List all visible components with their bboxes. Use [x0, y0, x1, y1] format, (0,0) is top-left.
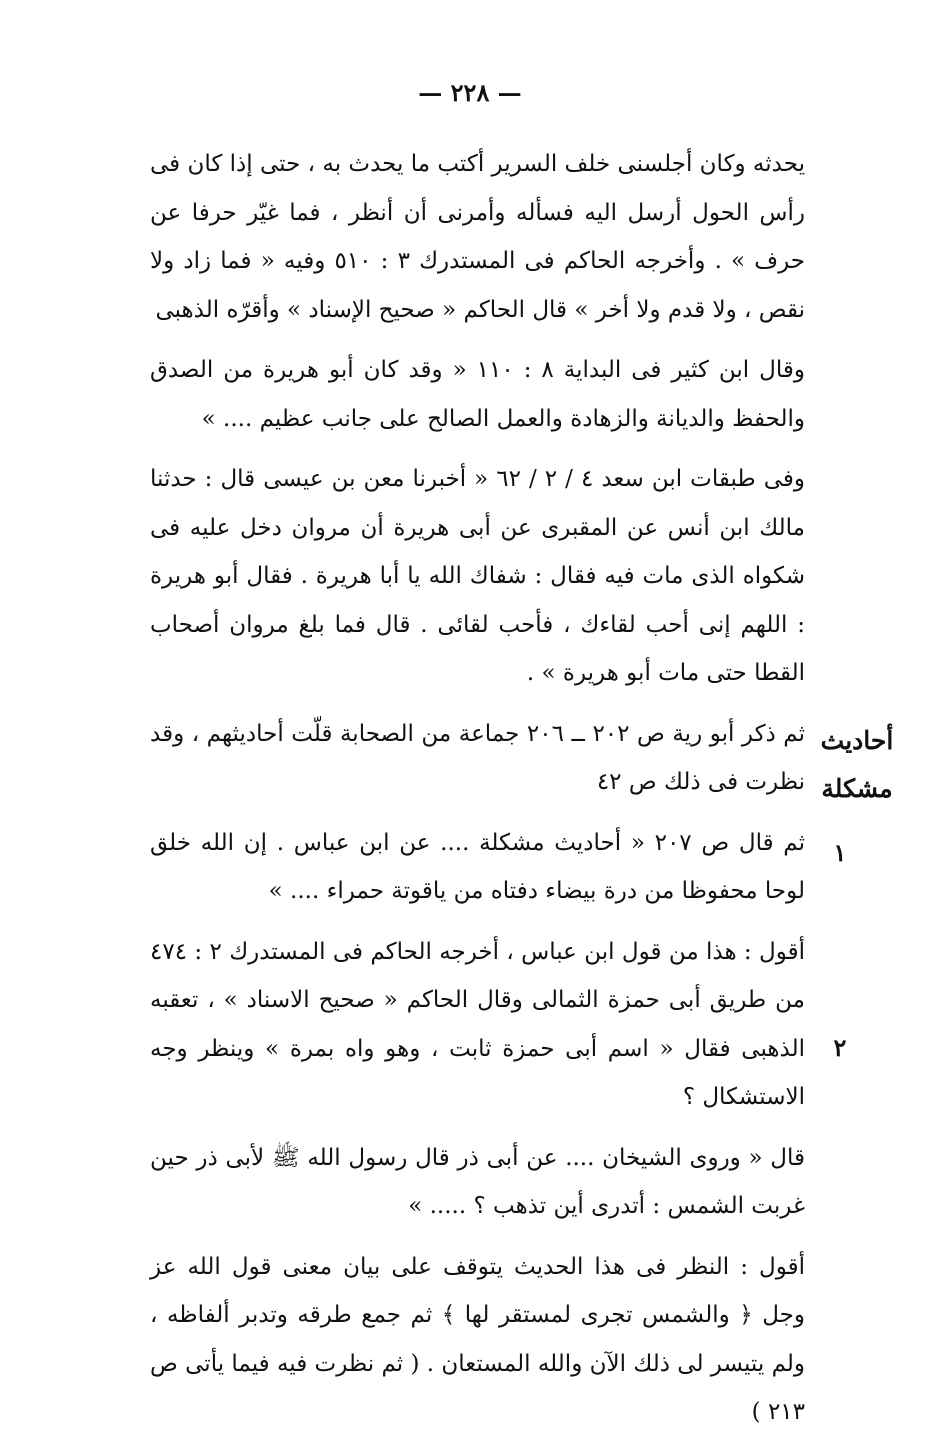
paragraph-hakim-reference: يحدثه وكان أجلسنى خلف السرير أكتب ما يحدث به ، حتى إذا كان فى رأس الحول أرسل اليه فسأله وأمرنى أن أنظر ، فما غيّر حرفا عن حرف » . وأخرجه الحاكم فى المستدرك ٣ : ٥١٠ وفيه « فما زاد ولا نقص ، ولا قدم ولا أخر » قال الحاكم « صحيح الإسناد » وأقرّه الذهبى [150, 151, 806, 323]
paragraph-reply-2: أقول : النظر فى هذا الحديث يتوقف على بيان معنى قول الله عز وجل ﴿ والشمس تجرى لمستقر لها ﴾ ثم جمع طرقه وتدبر ألفاظه ، ولم يتيسر لى ذلك الآن والله المستعان . ( ثم نظرت فيه فيما يأتى ص ٢١٣ ) [150, 1253, 805, 1425]
main-text [150, 140, 805, 1449]
margin-number-1: ١ [833, 838, 847, 867]
paragraph-ibn-kathir: وقال ابن كثير فى البداية ٨ : ١١٠ « وقد كان أبو هريرة من الصدق والحفظ والديانة والزهادة والعمل الصالح على جانب عظيم .... » [150, 357, 805, 432]
paragraph-reply-1: أقول : هذا من قول ابن عباس ، أخرجه الحاكم فى المستدرك ٢ : ٤٧٤ من طريق أبى حمزة الثمالى وقال الحاكم « صحيح الاسناد » ، تعقبه الذهبى فقال « اسم أبى حمزة ثابت ، وهو واه بمرة » وينظر وجه الاستشكال ؟ [150, 938, 805, 1110]
page-number: — ٢٢٨ — [418, 78, 522, 107]
paragraph-problematic-hadith-1: ثم قال ص ٢٠٧ « أحاديث مشكلة .... عن ابن عباس . إن الله خلق لوحا محفوظا من درة بيضاء دفتاه من ياقوتة حمراء .... » [150, 829, 805, 904]
paragraph-problematic-hadith-2: قال « وروى الشيخان .... عن أبى ذر قال رسول الله ﷺ لأبى ذر حين غربت الشمس : أتدرى أين تذهب ؟ ..... » [150, 1144, 805, 1219]
margin-heading: أحاديث مشكلة [820, 726, 894, 803]
margin-number-2: ٢ [833, 1033, 847, 1062]
paragraph-ibn-saad: وفى طبقات ابن سعد ٤ / ٢ / ٦٢ « أخبرنا معن بن عيسى قال : حدثنا مالك ابن أنس عن المقبرى عن أبى هريرة أن مروان دخل عليه فى شكواه الذى مات فيه فقال : شفاك الله يا أبا هريرة . فقال أبو هريرة : اللهم إنى أحب لقاءك ، فأحب لقائى . قال فما بلغ مروان أصحاب القطا حتى مات أبو هريرة » . [150, 466, 806, 686]
paragraph-abu-rayya-companions: ثم ذكر أبو رية ص ٢٠٢ ــ ٢٠٦ جماعة من الصحابة قلّت أحاديثهم ، وقد نظرت فى ذلك ص ٤٢ [150, 720, 805, 795]
